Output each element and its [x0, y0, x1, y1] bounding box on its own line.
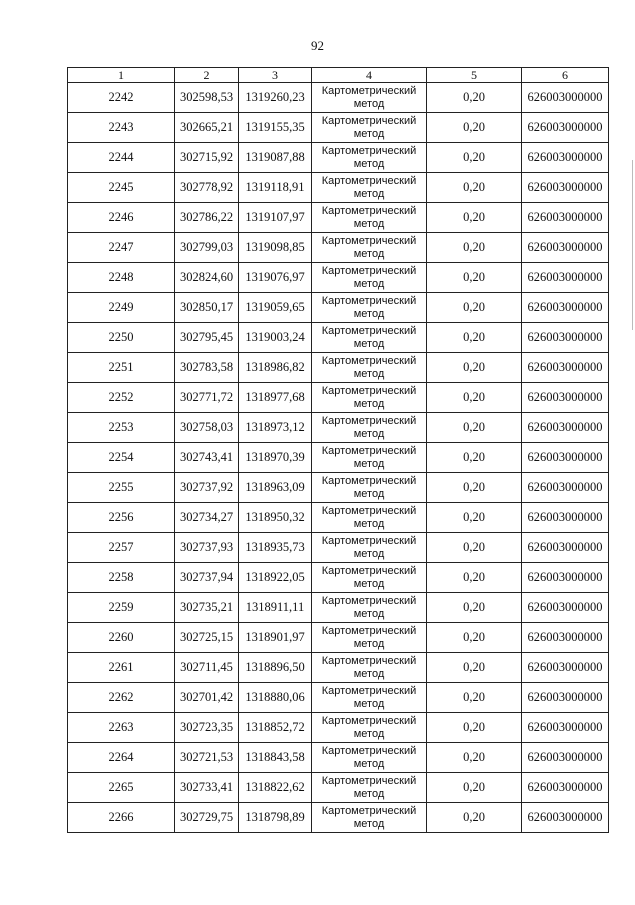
point-number-cell: 2247 [68, 233, 175, 263]
y-coordinate-cell: 1318970,39 [239, 443, 312, 473]
cadastral-code-cell: 626003000000 [522, 443, 609, 473]
table-row [68, 803, 609, 833]
column-header: 2 [175, 68, 239, 83]
method-cell [312, 773, 427, 803]
y-coordinate-cell: 1318973,12 [239, 413, 312, 443]
accuracy-cell: 0,20 [427, 263, 522, 293]
table-row [68, 713, 609, 743]
method-cell [312, 653, 427, 683]
cadastral-code-cell: 626003000000 [522, 563, 609, 593]
table-row [68, 683, 609, 713]
method-cell [312, 293, 427, 323]
point-number-cell: 2263 [68, 713, 175, 743]
method-line-1: Картометрический [321, 234, 417, 247]
accuracy-cell: 0,20 [427, 653, 522, 683]
point-number-cell: 2266 [68, 803, 175, 833]
method-line-2: метод [353, 307, 385, 320]
point-number-cell: 2244 [68, 143, 175, 173]
method-cell [312, 83, 427, 113]
x-coordinate-cell: 302778,92 [175, 173, 239, 203]
margin-line [632, 160, 633, 330]
method-line-2: метод [353, 577, 385, 590]
method-cell [312, 623, 427, 653]
table-row [68, 233, 609, 263]
cadastral-code-cell: 626003000000 [522, 353, 609, 383]
x-coordinate-cell: 302783,58 [175, 353, 239, 383]
x-coordinate-cell: 302723,35 [175, 713, 239, 743]
x-coordinate-cell: 302701,42 [175, 683, 239, 713]
x-coordinate-cell: 302771,72 [175, 383, 239, 413]
method-line-2: метод [353, 337, 385, 350]
table-row [68, 623, 609, 653]
cadastral-code-cell: 626003000000 [522, 533, 609, 563]
method-line-1: Картометрический [321, 294, 417, 307]
table-row [68, 563, 609, 593]
cadastral-code-cell: 626003000000 [522, 503, 609, 533]
cadastral-code-cell: 626003000000 [522, 143, 609, 173]
column-header: 6 [522, 68, 609, 83]
point-number-cell: 2242 [68, 83, 175, 113]
method-line-1: Картометрический [321, 564, 417, 577]
column-header: 3 [239, 68, 312, 83]
y-coordinate-cell: 1319076,97 [239, 263, 312, 293]
cadastral-code-cell: 626003000000 [522, 293, 609, 323]
point-number-cell: 2262 [68, 683, 175, 713]
accuracy-cell: 0,20 [427, 683, 522, 713]
table-row [68, 83, 609, 113]
accuracy-cell: 0,20 [427, 473, 522, 503]
point-number-cell: 2245 [68, 173, 175, 203]
method-line-1: Картометрический [321, 474, 417, 487]
cadastral-code-cell: 626003000000 [522, 803, 609, 833]
method-line-2: метод [353, 277, 385, 290]
method-line-2: метод [353, 517, 385, 530]
table-row [68, 773, 609, 803]
table-row [68, 173, 609, 203]
method-line-1: Картометрический [321, 594, 417, 607]
table-row [68, 743, 609, 773]
table-row [68, 143, 609, 173]
table-row [68, 653, 609, 683]
cadastral-code-cell: 626003000000 [522, 773, 609, 803]
coordinates-table [67, 67, 609, 833]
x-coordinate-cell: 302758,03 [175, 413, 239, 443]
cadastral-code-cell: 626003000000 [522, 173, 609, 203]
accuracy-cell: 0,20 [427, 443, 522, 473]
x-coordinate-cell: 302737,94 [175, 563, 239, 593]
method-line-1: Картометрический [321, 264, 417, 277]
point-number-cell: 2264 [68, 743, 175, 773]
point-number-cell: 2250 [68, 323, 175, 353]
x-coordinate-cell: 302715,92 [175, 143, 239, 173]
method-cell [312, 383, 427, 413]
point-number-cell: 2256 [68, 503, 175, 533]
cadastral-code-cell: 626003000000 [522, 743, 609, 773]
column-header: 1 [68, 68, 175, 83]
table-row [68, 443, 609, 473]
point-number-cell: 2259 [68, 593, 175, 623]
method-line-2: метод [353, 457, 385, 470]
point-number-cell: 2258 [68, 563, 175, 593]
y-coordinate-cell: 1318822,62 [239, 773, 312, 803]
point-number-cell: 2265 [68, 773, 175, 803]
method-line-1: Картометрический [321, 174, 417, 187]
table-row [68, 533, 609, 563]
cadastral-code-cell: 626003000000 [522, 203, 609, 233]
method-cell [312, 143, 427, 173]
x-coordinate-cell: 302733,41 [175, 773, 239, 803]
y-coordinate-cell: 1319087,88 [239, 143, 312, 173]
method-cell [312, 113, 427, 143]
y-coordinate-cell: 1318935,73 [239, 533, 312, 563]
accuracy-cell: 0,20 [427, 713, 522, 743]
method-line-2: метод [353, 217, 385, 230]
cadastral-code-cell: 626003000000 [522, 473, 609, 503]
table-body [68, 83, 609, 833]
y-coordinate-cell: 1318901,97 [239, 623, 312, 653]
method-line-2: метод [353, 757, 385, 770]
method-line-1: Картометрический [321, 414, 417, 427]
table-row [68, 413, 609, 443]
point-number-cell: 2257 [68, 533, 175, 563]
table-row [68, 383, 609, 413]
cadastral-code-cell: 626003000000 [522, 113, 609, 143]
y-coordinate-cell: 1319118,91 [239, 173, 312, 203]
y-coordinate-cell: 1319260,23 [239, 83, 312, 113]
accuracy-cell: 0,20 [427, 143, 522, 173]
method-line-2: метод [353, 367, 385, 380]
point-number-cell: 2253 [68, 413, 175, 443]
point-number-cell: 2260 [68, 623, 175, 653]
method-cell [312, 233, 427, 263]
x-coordinate-cell: 302737,93 [175, 533, 239, 563]
point-number-cell: 2246 [68, 203, 175, 233]
accuracy-cell: 0,20 [427, 383, 522, 413]
method-cell [312, 413, 427, 443]
point-number-cell: 2254 [68, 443, 175, 473]
method-cell [312, 683, 427, 713]
method-line-1: Картометрический [321, 534, 417, 547]
cadastral-code-cell: 626003000000 [522, 383, 609, 413]
method-cell [312, 323, 427, 353]
y-coordinate-cell: 1318950,32 [239, 503, 312, 533]
x-coordinate-cell: 302735,21 [175, 593, 239, 623]
method-line-1: Картометрический [321, 504, 417, 517]
method-line-2: метод [353, 697, 385, 710]
table-row [68, 203, 609, 233]
method-line-1: Картометрический [321, 744, 417, 757]
method-line-1: Картометрический [321, 714, 417, 727]
x-coordinate-cell: 302795,45 [175, 323, 239, 353]
x-coordinate-cell: 302711,45 [175, 653, 239, 683]
table-row [68, 593, 609, 623]
point-number-cell: 2255 [68, 473, 175, 503]
cadastral-code-cell: 626003000000 [522, 623, 609, 653]
method-cell [312, 503, 427, 533]
x-coordinate-cell: 302721,53 [175, 743, 239, 773]
cadastral-code-cell: 626003000000 [522, 683, 609, 713]
method-cell [312, 203, 427, 233]
x-coordinate-cell: 302786,22 [175, 203, 239, 233]
y-coordinate-cell: 1318977,68 [239, 383, 312, 413]
method-cell [312, 263, 427, 293]
method-cell [312, 173, 427, 203]
point-number-cell: 2248 [68, 263, 175, 293]
y-coordinate-cell: 1318896,50 [239, 653, 312, 683]
x-coordinate-cell: 302598,53 [175, 83, 239, 113]
accuracy-cell: 0,20 [427, 533, 522, 563]
method-line-1: Картометрический [321, 804, 417, 817]
method-line-2: метод [353, 607, 385, 620]
cadastral-code-cell: 626003000000 [522, 413, 609, 443]
method-cell [312, 563, 427, 593]
y-coordinate-cell: 1319003,24 [239, 323, 312, 353]
y-coordinate-cell: 1318798,89 [239, 803, 312, 833]
x-coordinate-cell: 302665,21 [175, 113, 239, 143]
x-coordinate-cell: 302729,75 [175, 803, 239, 833]
method-line-1: Картометрический [321, 624, 417, 637]
x-coordinate-cell: 302737,92 [175, 473, 239, 503]
cadastral-code-cell: 626003000000 [522, 593, 609, 623]
column-header: 5 [427, 68, 522, 83]
y-coordinate-cell: 1319059,65 [239, 293, 312, 323]
method-line-1: Картометрический [321, 324, 417, 337]
y-coordinate-cell: 1318911,11 [239, 593, 312, 623]
accuracy-cell: 0,20 [427, 233, 522, 263]
point-number-cell: 2261 [68, 653, 175, 683]
accuracy-cell: 0,20 [427, 113, 522, 143]
accuracy-cell: 0,20 [427, 593, 522, 623]
method-cell [312, 533, 427, 563]
method-line-2: метод [353, 397, 385, 410]
cadastral-code-cell: 626003000000 [522, 323, 609, 353]
point-number-cell: 2252 [68, 383, 175, 413]
method-line-1: Картометрический [321, 204, 417, 217]
method-line-2: метод [353, 667, 385, 680]
method-line-2: метод [353, 127, 385, 140]
table-row [68, 293, 609, 323]
y-coordinate-cell: 1318843,58 [239, 743, 312, 773]
x-coordinate-cell: 302743,41 [175, 443, 239, 473]
column-header: 4 [312, 68, 427, 83]
method-line-1: Картометрический [321, 774, 417, 787]
accuracy-cell: 0,20 [427, 203, 522, 233]
cadastral-code-cell: 626003000000 [522, 653, 609, 683]
accuracy-cell: 0,20 [427, 803, 522, 833]
x-coordinate-cell: 302824,60 [175, 263, 239, 293]
point-number-cell: 2243 [68, 113, 175, 143]
point-number-cell: 2249 [68, 293, 175, 323]
x-coordinate-cell: 302725,15 [175, 623, 239, 653]
method-line-1: Картометрический [321, 84, 417, 97]
method-cell [312, 713, 427, 743]
method-line-1: Картометрический [321, 654, 417, 667]
y-coordinate-cell: 1318963,09 [239, 473, 312, 503]
accuracy-cell: 0,20 [427, 413, 522, 443]
accuracy-cell: 0,20 [427, 503, 522, 533]
table-header [68, 68, 609, 83]
method-cell [312, 743, 427, 773]
y-coordinate-cell: 1318852,72 [239, 713, 312, 743]
table-row [68, 353, 609, 383]
method-line-2: метод [353, 97, 385, 110]
y-coordinate-cell: 1318986,82 [239, 353, 312, 383]
method-cell [312, 353, 427, 383]
cadastral-code-cell: 626003000000 [522, 83, 609, 113]
method-line-2: метод [353, 157, 385, 170]
table-row [68, 323, 609, 353]
method-line-2: метод [353, 547, 385, 560]
method-cell [312, 443, 427, 473]
method-line-1: Картометрический [321, 384, 417, 397]
cadastral-code-cell: 626003000000 [522, 233, 609, 263]
method-line-2: метод [353, 427, 385, 440]
y-coordinate-cell: 1318922,05 [239, 563, 312, 593]
accuracy-cell: 0,20 [427, 623, 522, 653]
cadastral-code-cell: 626003000000 [522, 263, 609, 293]
y-coordinate-cell: 1319107,97 [239, 203, 312, 233]
table-row [68, 113, 609, 143]
header-row [68, 68, 609, 83]
y-coordinate-cell: 1319098,85 [239, 233, 312, 263]
method-line-2: метод [353, 727, 385, 740]
accuracy-cell: 0,20 [427, 293, 522, 323]
method-line-1: Картометрический [321, 444, 417, 457]
x-coordinate-cell: 302799,03 [175, 233, 239, 263]
cadastral-code-cell: 626003000000 [522, 713, 609, 743]
method-line-1: Картометрический [321, 684, 417, 697]
accuracy-cell: 0,20 [427, 743, 522, 773]
accuracy-cell: 0,20 [427, 353, 522, 383]
point-number-cell: 2251 [68, 353, 175, 383]
accuracy-cell: 0,20 [427, 83, 522, 113]
page-number: 92 [311, 38, 324, 53]
x-coordinate-cell: 302734,27 [175, 503, 239, 533]
method-cell [312, 473, 427, 503]
method-line-2: метод [353, 637, 385, 650]
y-coordinate-cell: 1318880,06 [239, 683, 312, 713]
method-line-2: метод [353, 487, 385, 500]
x-coordinate-cell: 302850,17 [175, 293, 239, 323]
table-row [68, 473, 609, 503]
method-line-2: метод [353, 187, 385, 200]
y-coordinate-cell: 1319155,35 [239, 113, 312, 143]
method-line-1: Картометрический [321, 354, 417, 367]
method-line-2: метод [353, 787, 385, 800]
table-row [68, 263, 609, 293]
method-line-2: метод [353, 817, 385, 830]
accuracy-cell: 0,20 [427, 773, 522, 803]
accuracy-cell: 0,20 [427, 323, 522, 353]
method-line-1: Картометрический [321, 114, 417, 127]
method-cell [312, 593, 427, 623]
table-row [68, 503, 609, 533]
accuracy-cell: 0,20 [427, 173, 522, 203]
accuracy-cell: 0,20 [427, 563, 522, 593]
method-line-1: Картометрический [321, 144, 417, 157]
method-cell [312, 803, 427, 833]
method-line-2: метод [353, 247, 385, 260]
